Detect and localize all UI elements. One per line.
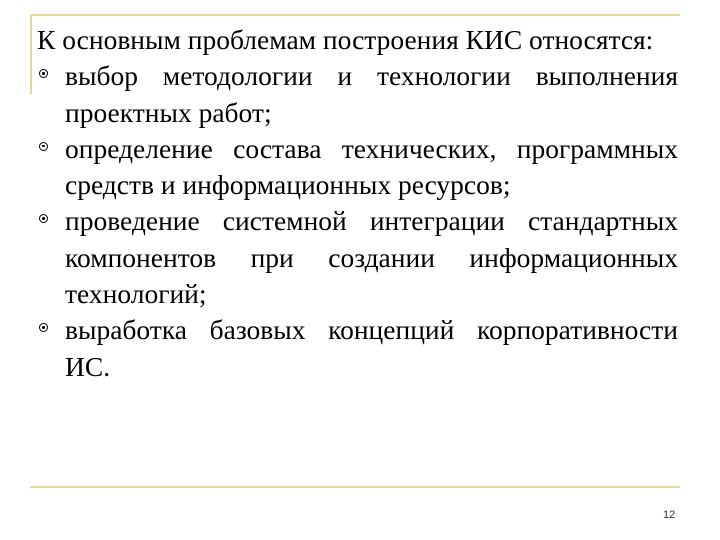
- intro-text: К основным проблемам построения КИС относятся:: [37, 24, 654, 55]
- list-item-text: выработка базовых концепций корпоративности ИС.: [65, 314, 678, 382]
- bullet-icon: [37, 312, 57, 348]
- bullet-icon: [37, 203, 57, 239]
- list-item-text: выбор методологии и технологии выполнения проектных работ;: [65, 60, 678, 128]
- list-item: [37, 203, 678, 312]
- frame-bottom-line: [30, 486, 680, 488]
- frame-left-line: [30, 14, 32, 94]
- list-item-text: проведение системной интеграции стандартных компонентов при создании информационных технологий;: [65, 205, 678, 310]
- list-item: [37, 312, 678, 385]
- frame-top-line: [30, 14, 680, 16]
- list-item: [37, 58, 678, 131]
- slide-body: [37, 22, 678, 385]
- bullet-icon: [37, 131, 57, 167]
- page-number: 12: [663, 509, 676, 521]
- bullet-icon: [37, 58, 57, 94]
- list-item-text: определение состава технических, программных средств и информационных ресурсов;: [65, 132, 678, 201]
- list-item: [37, 131, 678, 204]
